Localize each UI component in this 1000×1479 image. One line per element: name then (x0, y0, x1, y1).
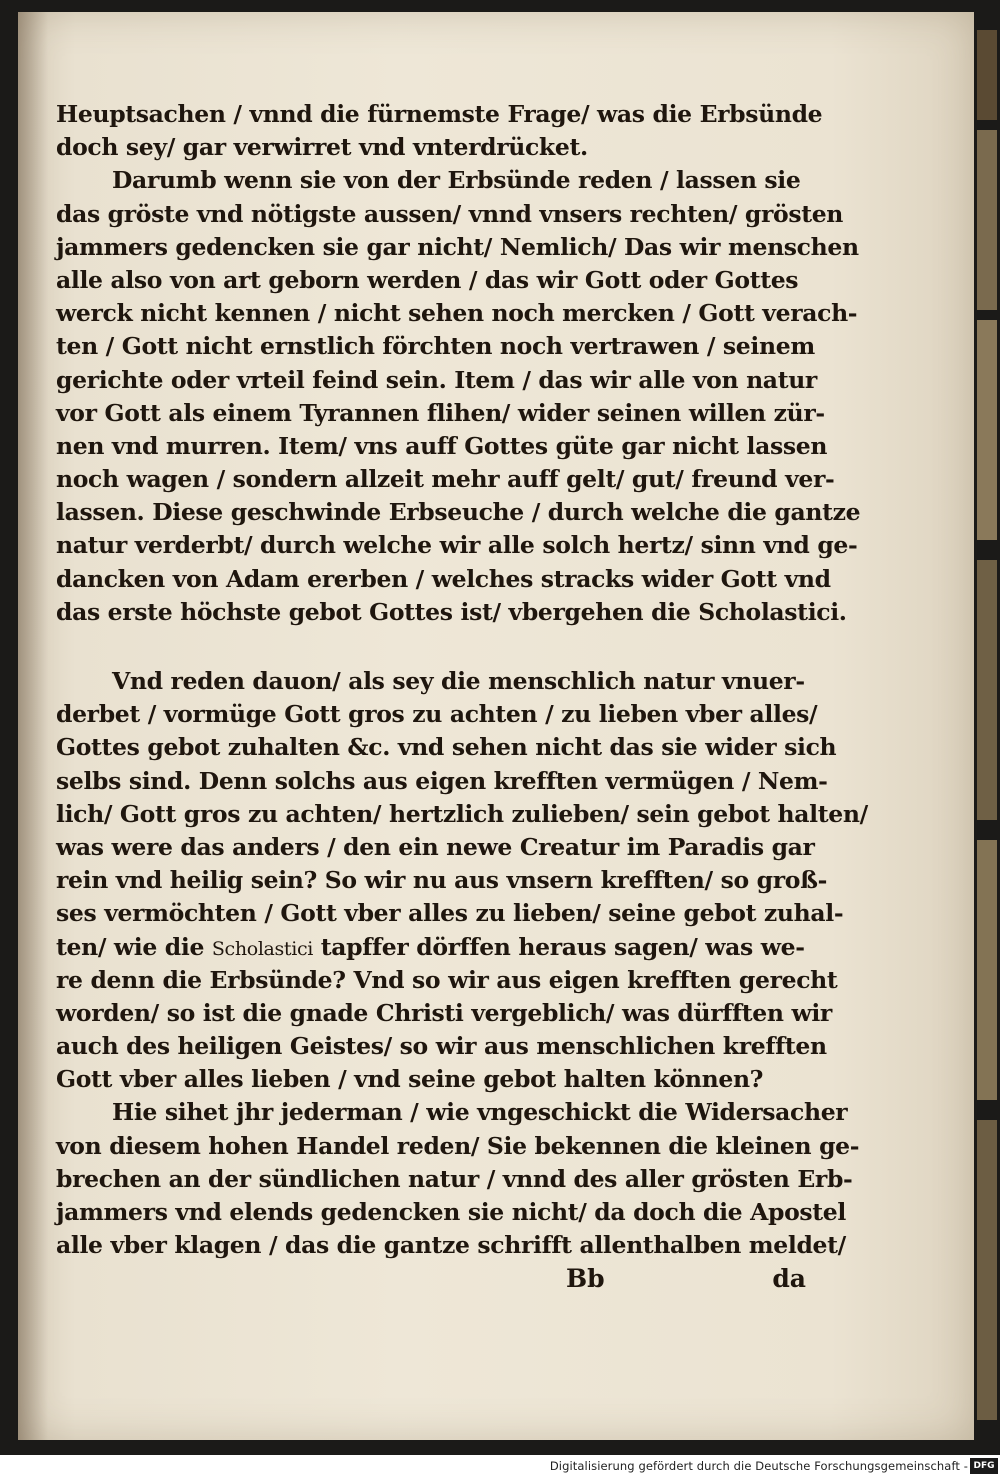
text-line: worden/ so ist die gnade Christi vergeblich/ was dürfften wir (56, 998, 832, 1027)
scan-color-calibration-strip (974, 0, 1000, 1455)
text-line: brechen an der sündlichen natur / vnnd des aller grösten Erb- (56, 1164, 853, 1193)
text-line: Gottes gebot zuhalten &c. vnd sehen nicht das sie wider sich (56, 733, 837, 762)
text-line: selbs sind. Denn solchs aus eigen krefften vermügen / Nem- (56, 766, 828, 795)
page-gutter-shadow (18, 12, 48, 1440)
dfg-logo-icon: DFG (970, 1458, 998, 1474)
text-line: doch sey/ gar verwirret vnd vnterdrücket. (56, 133, 588, 162)
calibration-chip (977, 840, 997, 1100)
text-line: Hie sihet jhr jederman / wie vngeschickt die Widersacher (112, 1098, 848, 1127)
calibration-chip (977, 320, 997, 540)
roman-type-word: Scholastici (211, 937, 313, 960)
calibration-chip (977, 30, 997, 120)
text-line (56, 931, 816, 964)
text-line: von diesem hohen Handel reden/ Sie bekennen die kleinen ge- (56, 1131, 860, 1160)
text-line: ten / Gott nicht ernstlich förchten noch vertrawen / seinem (56, 332, 815, 361)
page-foot (56, 1262, 816, 1296)
text-line: derbet / vormüge Gott gros zu achten / zu lieben vber alles/ (56, 700, 818, 729)
footer-bar (0, 1455, 1000, 1479)
book-page (18, 12, 974, 1440)
text-line: nen vnd murren. Item/ vns auff Gottes güte gar nicht lassen (56, 431, 828, 460)
calibration-chip (977, 560, 997, 820)
text-line: Vnd reden dauon/ als sey die menschlich natur vnuer- (112, 667, 805, 695)
text-line: Heuptsachen / vnnd die fürnemste Frage/ was die Erbsünde (56, 100, 823, 128)
text-line: dancken von Adam ererben / welches stracks wider Gott vnd (56, 564, 831, 593)
text-fragment: ten/ wie die (56, 932, 212, 961)
text-line: was were das anders / den ein newe Creatur im Paradis gar (56, 832, 815, 861)
catchword: da (772, 1264, 806, 1294)
text-line: lassen. Diese geschwinde Erbseuche / durch welche die gantze (56, 498, 861, 527)
paragraph-gap (56, 629, 816, 665)
calibration-chip (977, 1120, 997, 1420)
text-line: auch des heiligen Geistes/ so wir aus menschlichen krefften (56, 1032, 827, 1061)
text-line: das erste höchste gebot Gottes ist/ vbergehen die Scholastici. (56, 597, 847, 626)
text-block (56, 98, 868, 1296)
text-line: Gott vber alles lieben / vnd seine gebot halten können? (56, 1065, 764, 1094)
signature-mark: Bb (566, 1264, 605, 1294)
text-line: jammers vnd elends gedencken sie nicht/ da doch die Apostel (56, 1198, 846, 1226)
text-fragment: tapffer dörffen heraus sagen/ was we- (312, 932, 805, 961)
text-line: alle also von art geborn werden / das wir Gott oder Gottes (56, 265, 799, 294)
text-line: lich/ Gott gros zu achten/ hertzlich zulieben/ sein gebot halten/ (56, 799, 868, 828)
text-line: das gröste vnd nötigste aussen/ vnnd vnsers rechten/ grösten (56, 199, 844, 228)
text-line: jammers gedencken sie gar nicht/ Nemlich/ Das wir menschen (56, 232, 859, 261)
text-line: noch wagen / sondern allzeit mehr auff gelt/ gut/ freund ver- (56, 465, 835, 494)
text-line: re denn die Erbsünde? Vnd so wir aus eigen krefften gerecht (56, 965, 838, 994)
calibration-chip (977, 130, 997, 310)
text-line: vor Gott als einem Tyrannen flihen/ wider seinen willen zür- (56, 398, 825, 427)
text-line: Darumb wenn sie von der Erbsünde reden / lassen sie (112, 166, 801, 195)
text-line: ses vermöchten / Gott vber alles zu lieben/ seine gebot zuhal- (56, 899, 844, 928)
text-line: werck nicht kennen / nicht sehen noch mercken / Gott verach- (56, 299, 858, 328)
text-line: natur verderbt/ durch welche wir alle solch hertz/ sinn vnd ge- (56, 531, 858, 560)
funding-credit: Digitalisierung gefördert durch die Deutsche Forschungsgemeinschaft - (549, 1459, 968, 1473)
text-line: gerichte oder vrteil feind sein. Item / das wir alle von natur (56, 365, 817, 394)
text-line: alle vber klagen / das die gantze schrifft allenthalben meldet/ (56, 1231, 846, 1260)
text-line: rein vnd heilig sein? So wir nu aus vnsern krefften/ so groß- (56, 866, 827, 895)
